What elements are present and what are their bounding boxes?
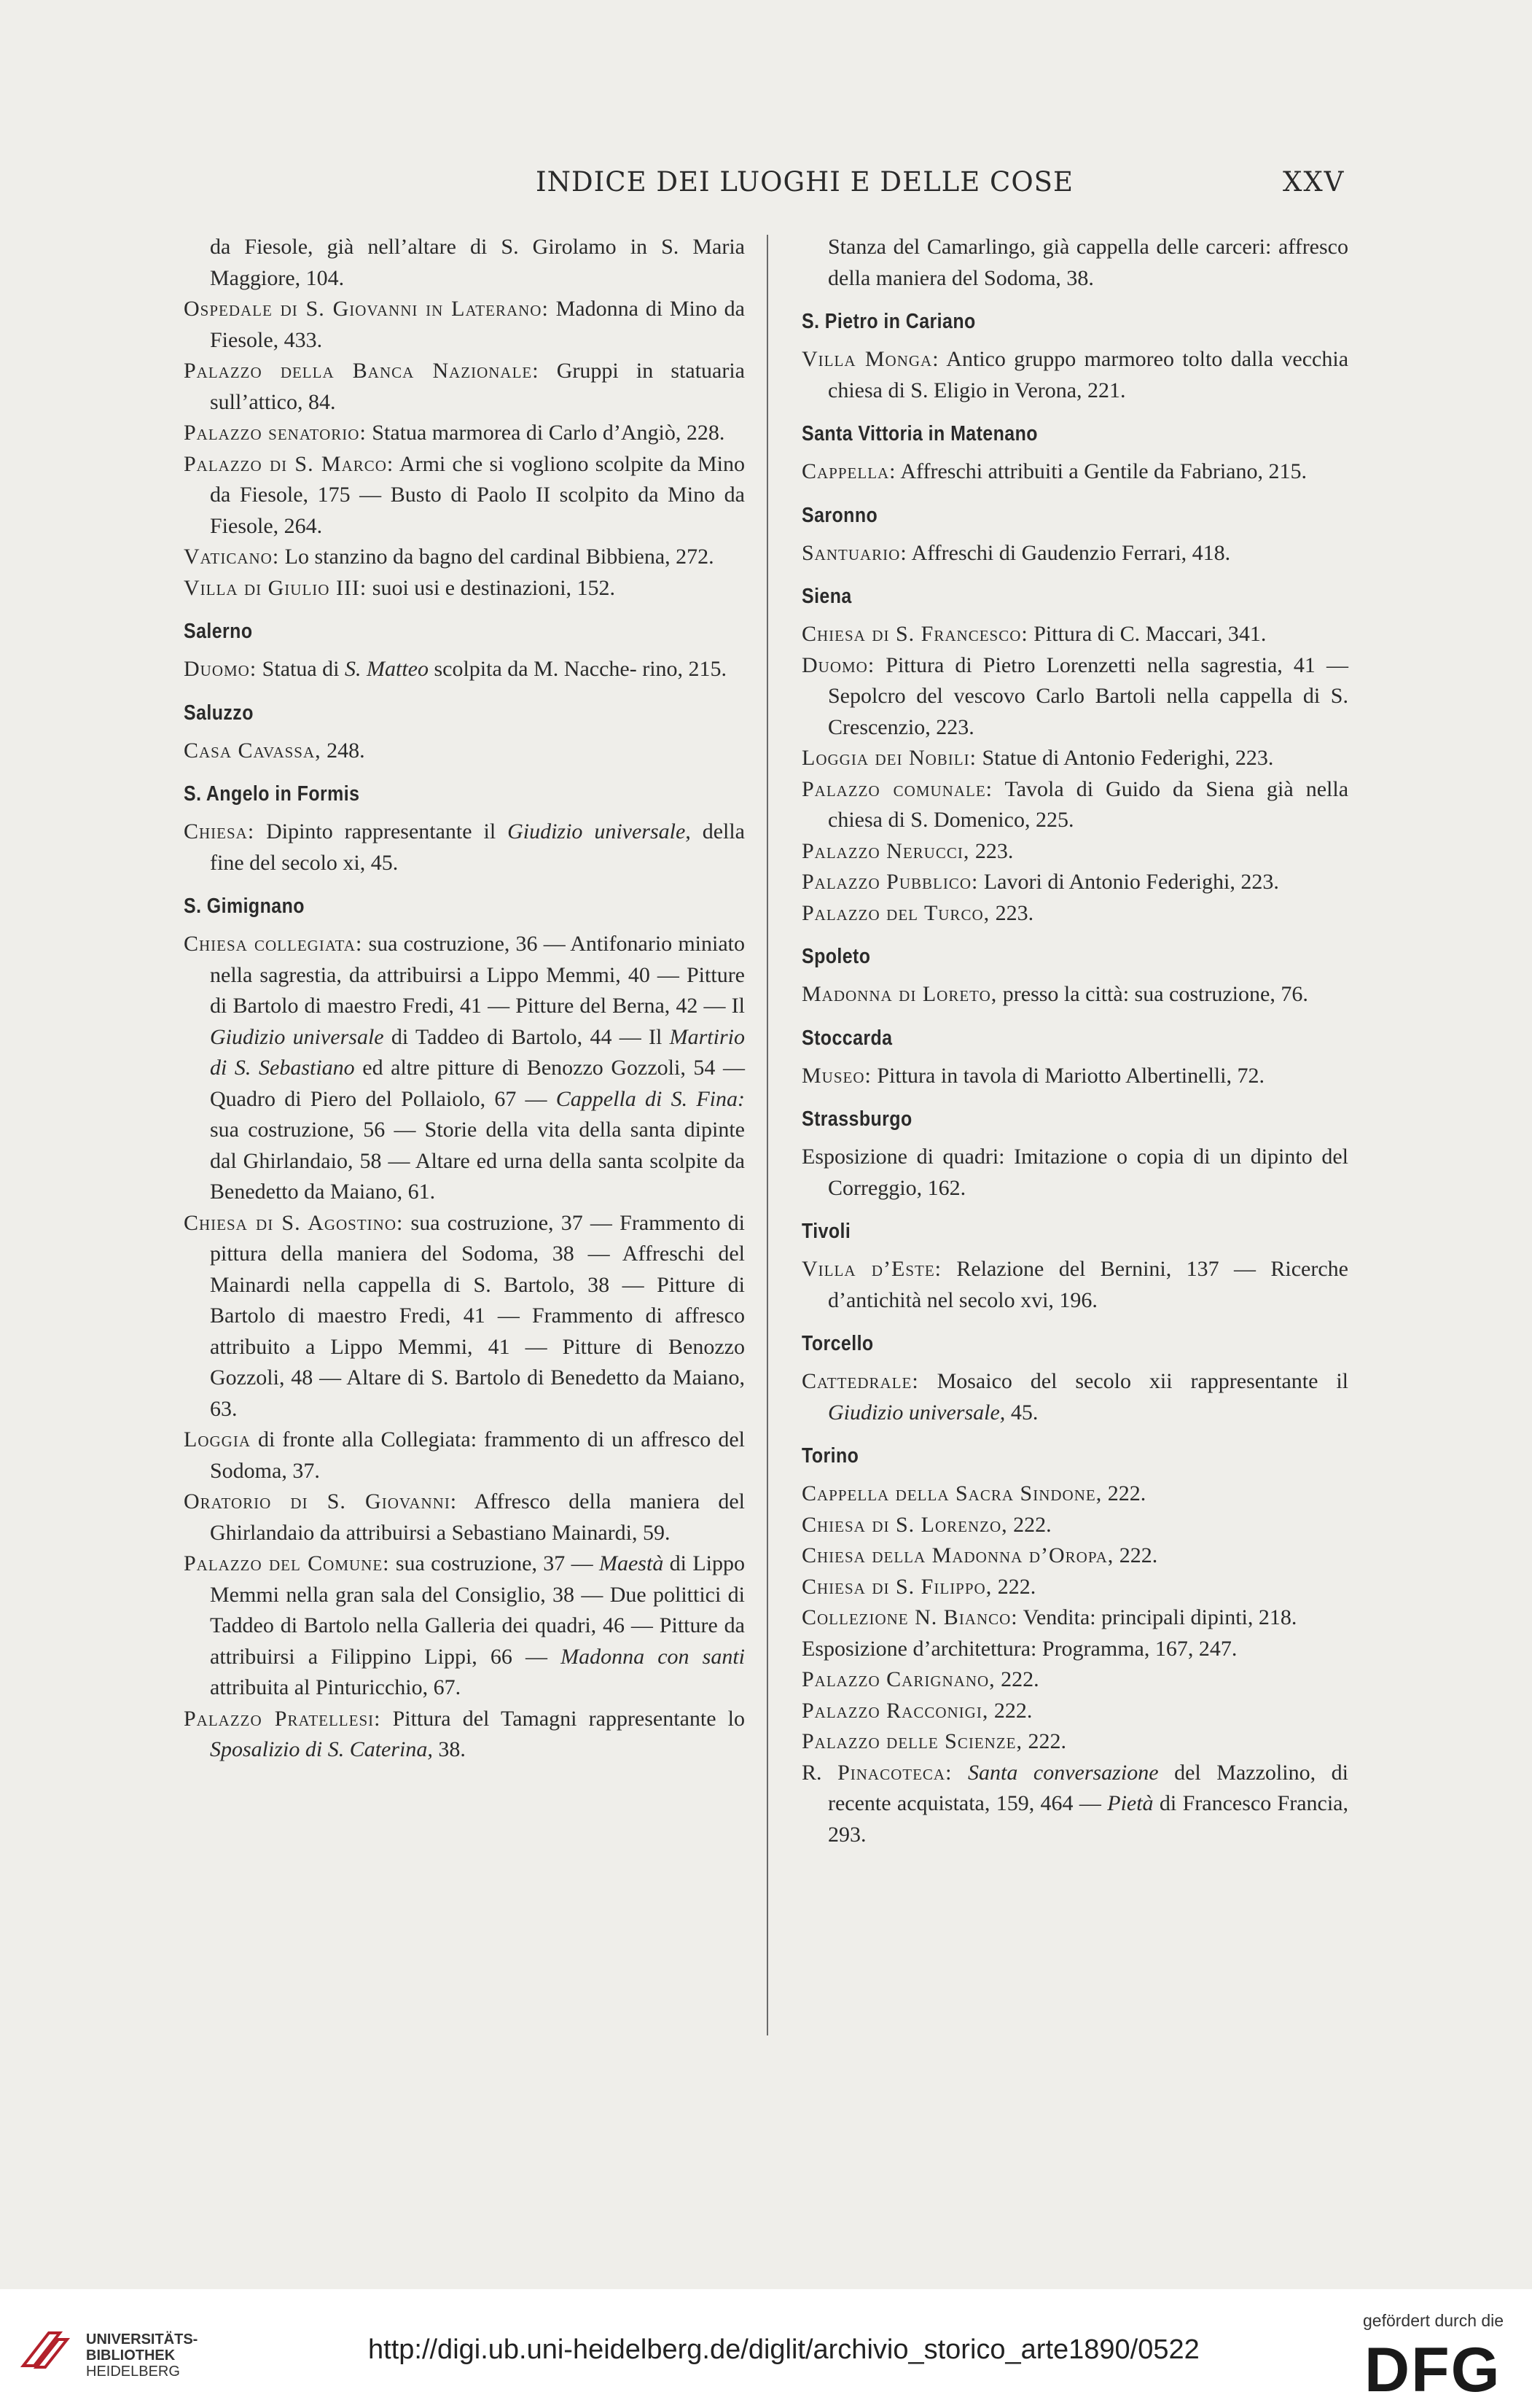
index-entry: Palazzo comunale: Tavola di Guido da Siena già nella chiesa di S. Domenico, 225.	[802, 776, 1349, 832]
place-heading: Santa Vittoria in Matenano	[802, 422, 1038, 445]
index-entry: Loggia di fronte alla Collegiata: frammento di un affresco del Sodoma, 37.	[184, 1427, 745, 1483]
index-entry: Chiesa di S. Lorenzo, 222.	[802, 1512, 1052, 1537]
viewer-footer	[0, 2289, 1532, 2408]
index-entry: Palazzo Pratellesi: Pittura del Tamagni rappresentante lo Sposalizio di S. Caterina, 38.	[184, 1706, 746, 1761]
index-entry: Chiesa della Madonna d’Oropa, 222.	[802, 1543, 1158, 1567]
place-heading: Strassburgo	[802, 1107, 912, 1131]
index-entry: Museo: Pittura in tavola di Mariotto Albertinelli, 72.	[802, 1063, 1265, 1088]
index-entry: Cappella: Affreschi attribuiti a Gentile da Fabriano, 215.	[802, 459, 1307, 483]
index-entry: Chiesa: Dipinto rappresentante il Giudizio universale, della fine del secolo xi, 45.	[184, 819, 745, 875]
column-divider	[767, 235, 768, 2035]
index-entry: Duomo: Pittura di Pietro Lorenzetti nella sagrestia, 41 — Sepolcro del vescovo Carlo Bartoli nella cappella di S. Crescenzio, 223.	[802, 652, 1348, 739]
index-entry: Oratorio di S. Giovanni: Affresco della maniera del Ghirlandaio da attribuirsi a Sebastiano Mainardi, 59.	[184, 1489, 745, 1545]
index-entry: da Fiesole, già nell’altare di S. Girolamo in S. Maria Maggiore, 104.	[210, 235, 745, 290]
funding-note: gefördert durch die	[1363, 2311, 1504, 2330]
place-heading: Stoccarda	[802, 1026, 893, 1050]
index-entry: Santuario: Affreschi di Gaudenzio Ferrari, 418.	[802, 540, 1231, 565]
page-title: INDICE DEI LUOGHI E DELLE COSE	[536, 166, 1074, 198]
right-column	[802, 232, 1348, 1850]
index-entry: Palazzo del Turco, 223.	[802, 900, 1034, 925]
place-heading: Torino	[802, 1444, 859, 1468]
index-entry: Palazzo Pubblico: Lavori di Antonio Federighi, 223.	[802, 870, 1279, 894]
index-entry: Cappella della Sacra Sindone, 222.	[802, 1481, 1146, 1505]
index-entry: Palazzo della Banca Nazionale: Gruppi in statuaria sull’attico, 84.	[184, 359, 745, 414]
index-entry: Villa d’Este: Relazione del Bernini, 137 — Ricerche d’antichità nel secolo xvi, 196.	[802, 1257, 1348, 1312]
index-entry: Stanza del Camarlingo, già cappella delle carceri: affresco della maniera del Sodoma, 38.	[828, 235, 1348, 290]
index-entry: Chiesa di S. Agostino: sua costruzione, 37 — Frammento di pittura della maniera del Sodoma, 38 — Affreschi del Mainardi nella cappella di S. Bartolo, 38 — Pitture di Bartolo di maestro Fredi, 41 — Frammento di affresco attribuito a Lippo Memmi, 41 — Pitture di Benozzo Gozzoli, 48 — Altare di S. Bartolo di Benedetto da Maiano, 63.	[184, 1210, 745, 1421]
place-heading: Salerno	[184, 620, 253, 643]
index-entry: Ospedale di S. Giovanni in Laterano: Madonna di Mino da Fiesole, 433.	[184, 297, 745, 352]
index-entry: Palazzo delle Scienze, 222.	[802, 1729, 1066, 1753]
index-entry: Cattedrale: Mosaico del secolo xii rappresentante il Giudizio universale, 45.	[802, 1369, 1348, 1425]
place-heading: Saluzzo	[184, 701, 254, 725]
index-entry: Villa Monga: Antico gruppo marmoreo tolto dalla vecchia chiesa di S. Eligio in Verona, 221.	[802, 347, 1349, 402]
place-heading: S. Angelo in Formis	[184, 782, 360, 806]
place-heading: Tivoli	[802, 1220, 851, 1243]
left-column	[184, 232, 745, 1766]
index-entry: Casa Cavassa, 248.	[184, 738, 365, 763]
index-entry: Madonna di Loreto, presso la città: sua costruzione, 76.	[802, 982, 1308, 1006]
running-header	[0, 166, 1532, 210]
place-heading: Torcello	[802, 1332, 874, 1355]
index-entry: Chiesa di S. Francesco: Pittura di C. Maccari, 341.	[802, 622, 1267, 646]
permalink-url[interactable]: http://digi.ub.uni-heidelberg.de/diglit/archivio_storico_arte1890/0522	[368, 2334, 1200, 2365]
index-entry: Palazzo senatorio: Statua marmorea di Carlo d’Angiò, 228.	[184, 421, 725, 445]
place-heading: S. Pietro in Cariano	[802, 310, 976, 333]
index-entry: Loggia dei Nobili: Statue di Antonio Federighi, 223.	[802, 746, 1274, 770]
index-entry: Esposizione d’architettura: Programma, 167, 247.	[802, 1636, 1238, 1661]
index-entry: R. Pinacoteca: Santa conversazione del Mazzolino, di recente acquistata, 159, 464 — Pietà di Francesco Francia, 293.	[802, 1760, 1348, 1847]
index-entry: Villa di Giulio III: suoi usi e destinazioni, 152.	[184, 575, 616, 600]
index-entry: Esposizione di quadri: Imitazione o copia di un dipinto del Correggio, 162.	[802, 1145, 1348, 1200]
place-heading: Spoleto	[802, 945, 871, 968]
place-heading: Siena	[802, 585, 852, 608]
library-name: UNIVERSITÄTS- BIBLIOTHEK HEIDELBERG	[86, 2331, 198, 2380]
index-entry: Vaticano: Lo stanzino da bagno del cardinal Bibbiena, 272.	[184, 545, 714, 569]
place-heading: Saronno	[802, 503, 878, 527]
index-entry: Chiesa di S. Filippo, 222.	[802, 1574, 1036, 1599]
index-entry: Chiesa collegiata: sua costruzione, 36 — Antifonario miniato nella sagrestia, da attribuirsi a Lippo Memmi, 40 — Pitture di Bartolo di maestro Fredi, 41 — Pitture del Berna, 42 — Il Giudizio universale di Taddeo di Bartolo, 44 — Il Martirio di S. Sebastiano ed altre pitture di Benozzo Gozzoli, 54 — Quadro di Piero del Pollaiolo, 67 — Cappella di S. Fina: sua costruzione, 56 — Storie della vita della santa dipinte dal Ghirlandaio, 58 — Altare ed urna della santa scolpite da Benedetto da Maiano, 61.	[184, 932, 746, 1204]
index-entry: Palazzo Nerucci, 223.	[802, 838, 1014, 863]
index-entry: Palazzo del Comune: sua costruzione, 37 — Maestà di Lippo Memmi nella gran sala del Consiglio, 38 — Due polittici di Taddeo di Bartolo nella Galleria dei quadri, 46 — Pitture da attribuirsi a Filippino Lippi, 66 — Madonna con santi attribuita al Pinturicchio, 67.	[184, 1551, 746, 1699]
place-heading: S. Gimignano	[184, 895, 305, 918]
index-entry: Palazzo di S. Marco: Armi che si vogliono scolpite da Mino da Fiesole, 175 — Busto di Paolo II scolpito da Mino da Fiesole, 264.	[184, 451, 745, 538]
index-entry: Duomo: Statua di S. Matteo scolpita da M. Nacche- rino, 215.	[184, 657, 727, 681]
index-entry: Palazzo Carignano, 222.	[802, 1667, 1039, 1691]
index-entry: Collezione N. Bianco: Vendita: principali dipinti, 218.	[802, 1605, 1297, 1629]
page-number: XXV	[1283, 166, 1345, 198]
dfg-logo-icon: DFG	[1364, 2335, 1501, 2405]
index-entry: Palazzo Racconigi, 222.	[802, 1698, 1033, 1723]
library-logo-icon	[16, 2322, 74, 2380]
